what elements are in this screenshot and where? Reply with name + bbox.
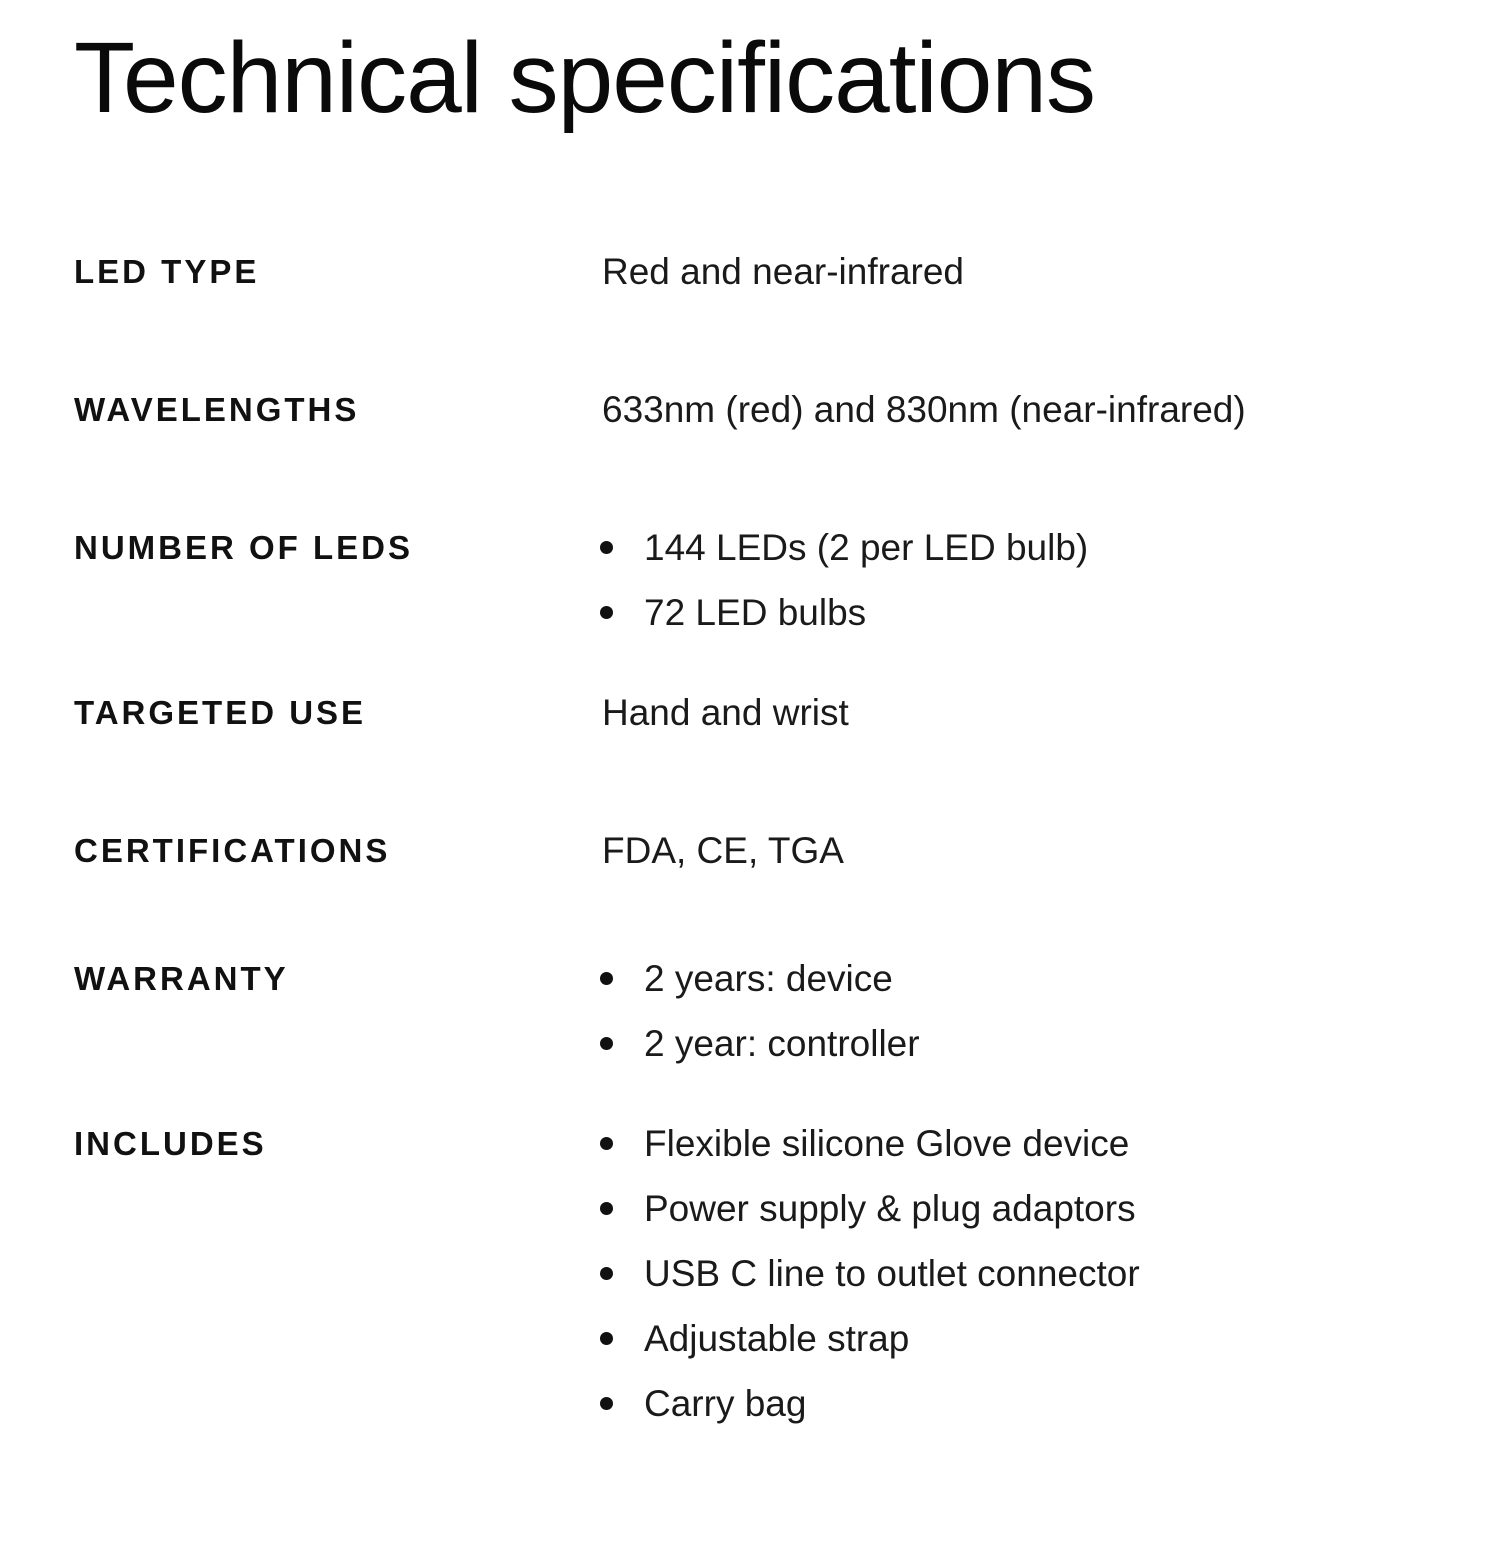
list-item-text: 2 year: controller (644, 1023, 920, 1064)
bullet-icon (600, 1137, 613, 1150)
page-title: Technical specifications (74, 22, 1095, 134)
list-item-text: Carry bag (644, 1383, 807, 1424)
spec-label: WARRANTY (74, 960, 289, 997)
list-item-text: 72 LED bulbs (644, 592, 867, 633)
bullet-icon (600, 1332, 613, 1345)
list-item-text: 2 years: device (644, 958, 893, 999)
spec-label: TARGETED USE (74, 694, 367, 731)
spec-value: 633nm (red) and 830nm (near-infrared) (602, 389, 1246, 430)
spec-value: Hand and wrist (602, 692, 849, 733)
spec-value: FDA, CE, TGA (602, 830, 844, 871)
list-item-text: Power supply & plug adaptors (644, 1188, 1136, 1229)
list-item-text: 144 LEDs (2 per LED bulb) (644, 527, 1089, 568)
bullet-icon (600, 1202, 613, 1215)
bullet-icon (600, 1037, 613, 1050)
bullet-icon (600, 972, 613, 985)
spec-label: NUMBER OF LEDS (74, 529, 413, 566)
spec-label: LED TYPE (74, 253, 260, 290)
spec-label: WAVELENGTHS (74, 391, 360, 428)
bullet-icon (600, 541, 613, 554)
list-item-text: USB C line to outlet connector (644, 1253, 1140, 1294)
list-item-text: Adjustable strap (644, 1318, 910, 1359)
bullet-icon (600, 606, 613, 619)
spec-label: CERTIFICATIONS (74, 832, 391, 869)
spec-value: Red and near-infrared (602, 251, 964, 292)
list-item-text: Flexible silicone Glove device (644, 1123, 1130, 1164)
bullet-icon (600, 1397, 613, 1410)
bullet-icon (600, 1267, 613, 1280)
spec-label: INCLUDES (74, 1125, 267, 1162)
